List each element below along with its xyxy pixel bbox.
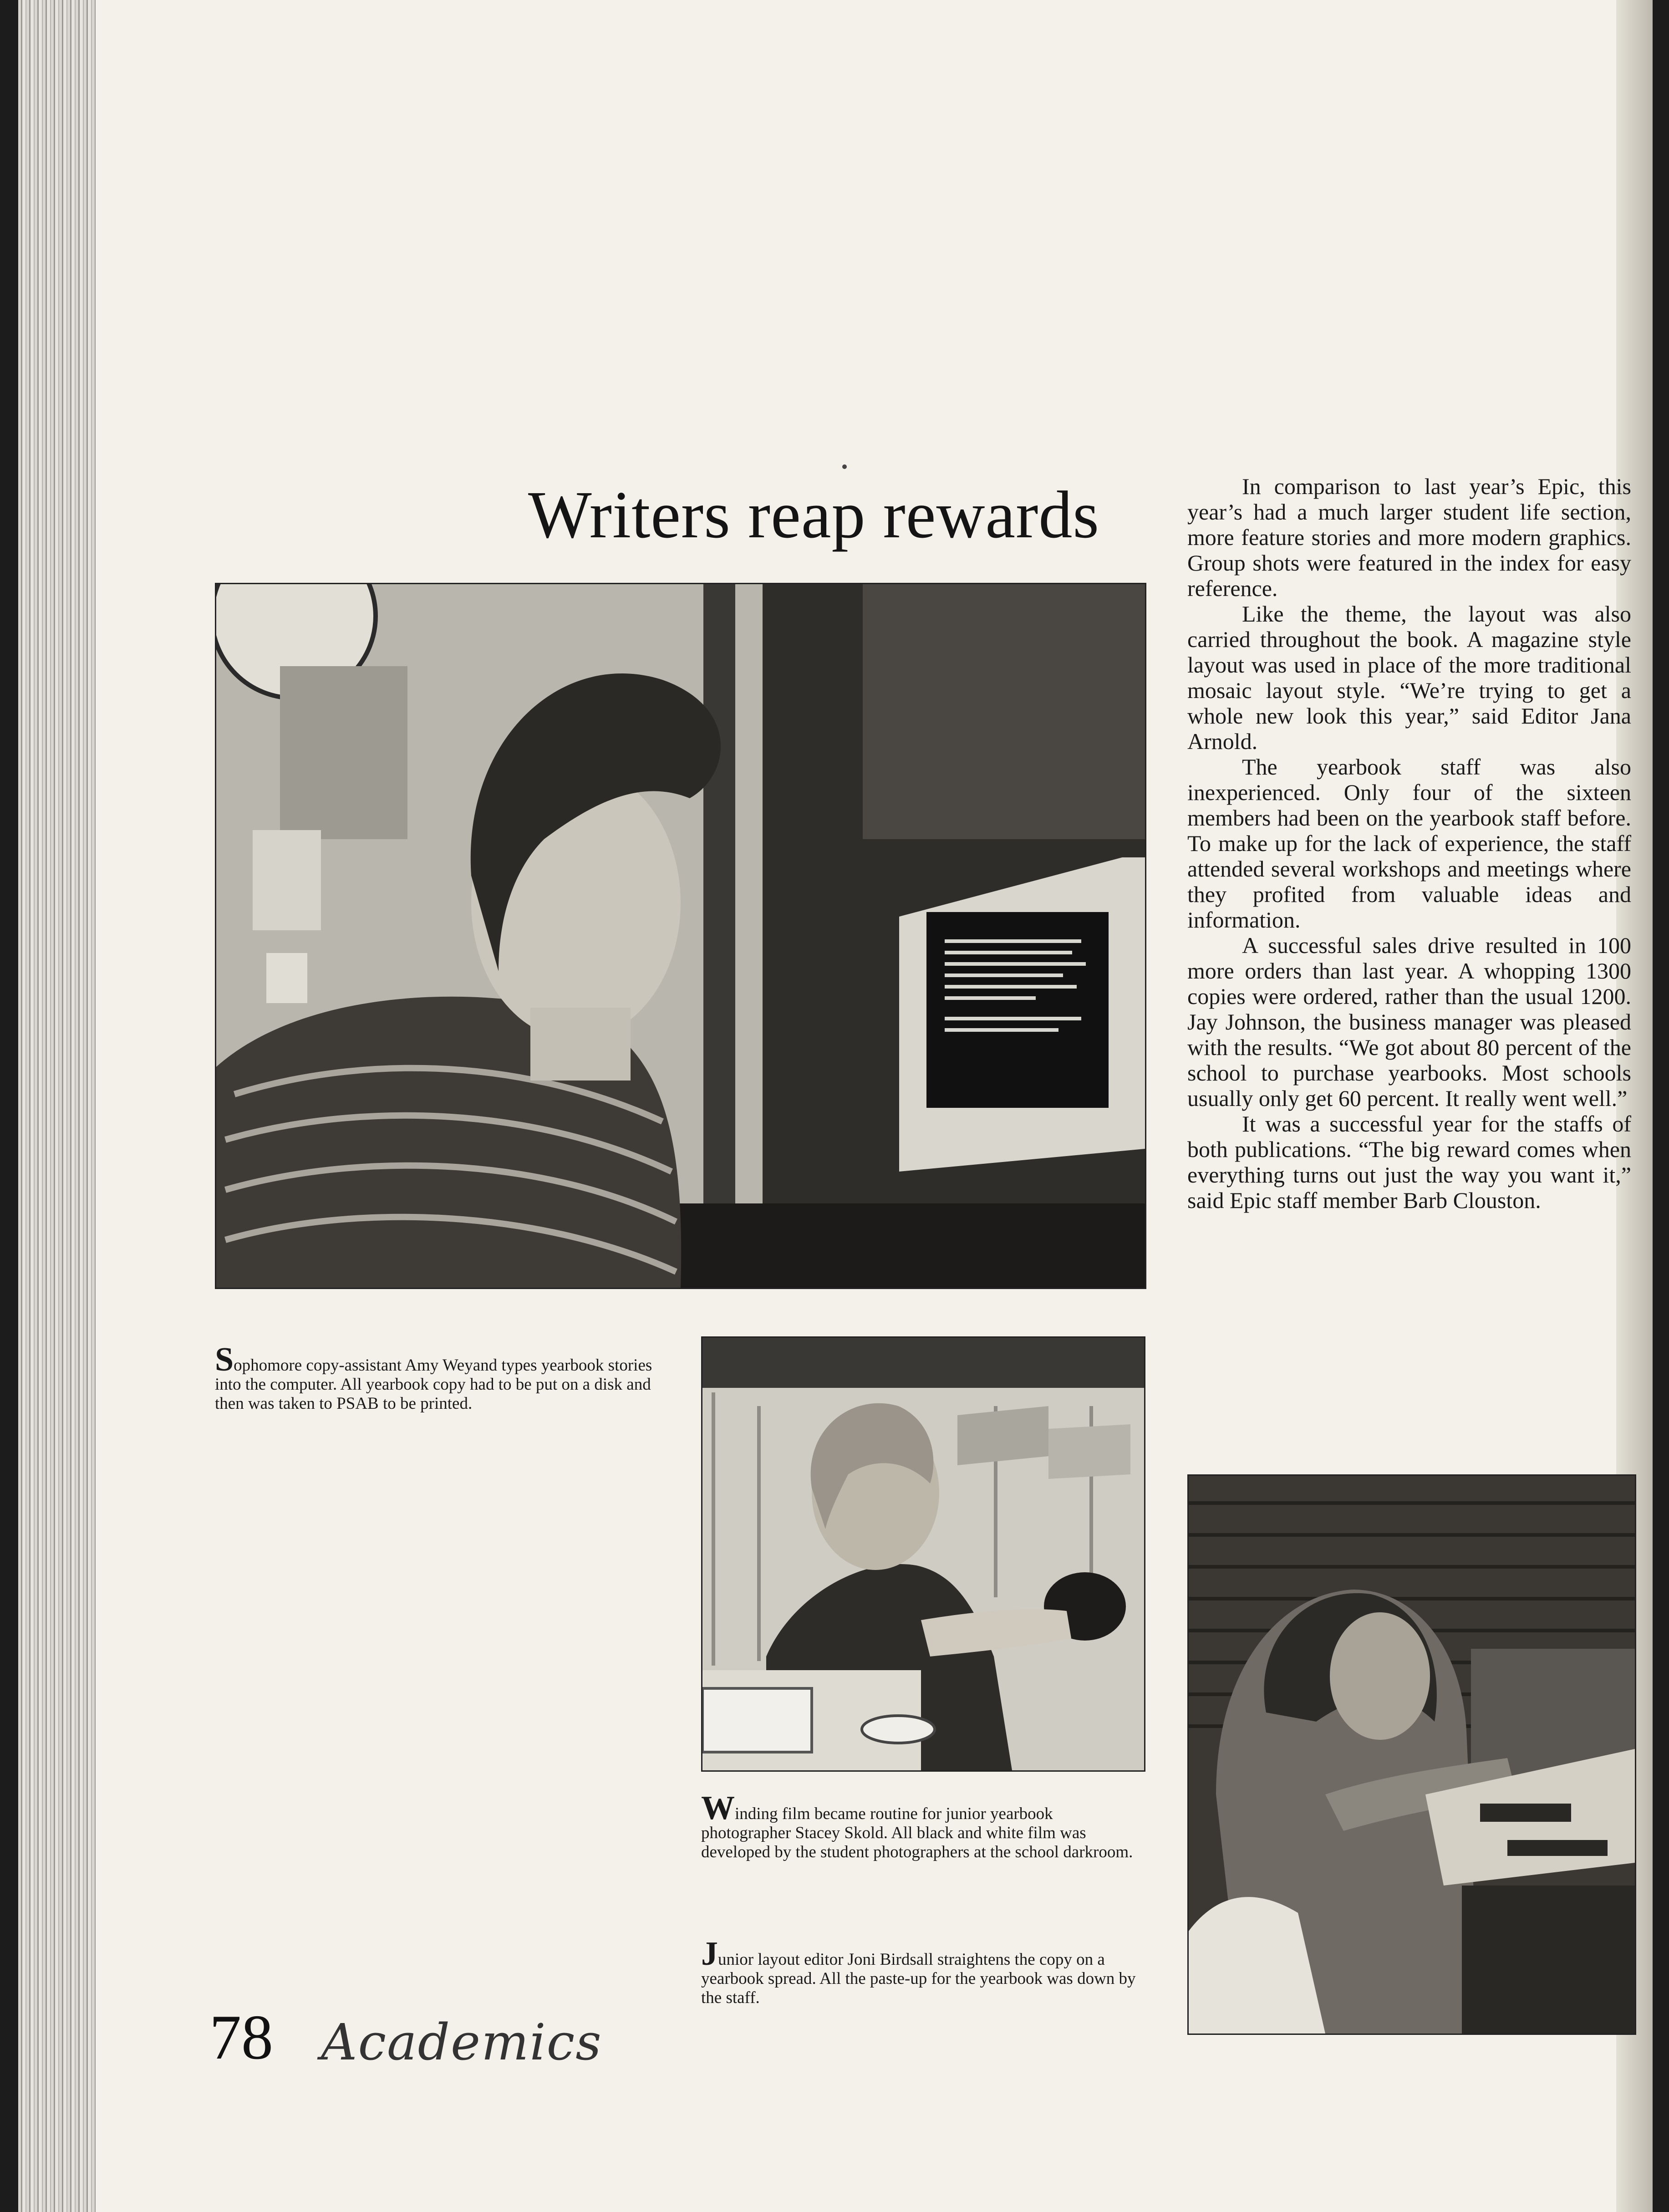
- photo-student-at-computer: [215, 583, 1146, 1289]
- caption-computer-photo: [215, 1341, 661, 1413]
- photo-winding-film: [701, 1336, 1145, 1772]
- caption-film-photo: [701, 1789, 1143, 1862]
- caption-initial: W: [701, 1789, 735, 1827]
- caption-text: unior layout editor Joni Birdsall straightens the copy on a yearbook spread. All the paste-up for the yearbook was down by the staff.: [701, 1950, 1136, 2007]
- article-paragraph: It was a successful year for the staffs of both publications. “The big reward comes when everything turns out just the way you want it,” said Epic staff member Barb Clouston.: [1187, 1111, 1631, 1213]
- page-number: 78: [209, 2002, 273, 2073]
- photo-student-at-computer-image: [216, 584, 1145, 1288]
- article-paragraph: The yearbook staff was also inexperienced. Only four of the sixteen members had been on the yearbook staff before. To make up for the lack of experience, the staff attended several workshops and meetings where they profited from valuable ideas and information.: [1187, 754, 1631, 933]
- caption-layout-photo: [701, 1935, 1143, 2008]
- photo-layout-editor: [1187, 1474, 1636, 2035]
- photo-winding-film-image: [702, 1338, 1144, 1770]
- caption-text: inding film became routine for junior yearbook photographer Stacey Skold. All black and white film was developed by the student photographers at the school darkroom.: [701, 1804, 1133, 1861]
- yearbook-page: [18, 0, 1653, 2212]
- page-spine-edges: [18, 0, 96, 2212]
- article-paragraph: A successful sales drive resulted in 100 more orders than last year. A whopping 1300 copies were ordered, rather than the usual 1200. Jay Johnson, the business manager was pleased with the results. “We got about 80 percent of the school to purchase yearbooks. Most schools usually only get 60 percent. It really went well.”: [1187, 933, 1631, 1111]
- article-paragraph: In comparison to last year’s Epic, this year’s had a much larger student life section, more feature stories and more modern graphics. Group shots were featured in the index for easy reference.: [1187, 474, 1631, 601]
- page-headline: Writers reap rewards: [528, 478, 1099, 552]
- caption-text: ophomore copy-assistant Amy Weyand types yearbook stories into the computer. All yearbook copy had to be put on a disk and then was taken to PSAB to be printed.: [215, 1356, 652, 1413]
- caption-initial: S: [215, 1341, 234, 1378]
- photo-layout-editor-image: [1189, 1476, 1635, 2034]
- article-body: [1187, 474, 1631, 1213]
- article-paragraph: Like the theme, the layout was also carried throughout the book. A magazine style layout was used in place of the more traditional mosaic layout style. “We’re trying to get a whole new look this year,” said Editor Jana Arnold.: [1187, 601, 1631, 754]
- print-mark: [842, 464, 847, 469]
- section-name: Academics: [321, 2013, 602, 2071]
- caption-initial: J: [701, 1935, 718, 1972]
